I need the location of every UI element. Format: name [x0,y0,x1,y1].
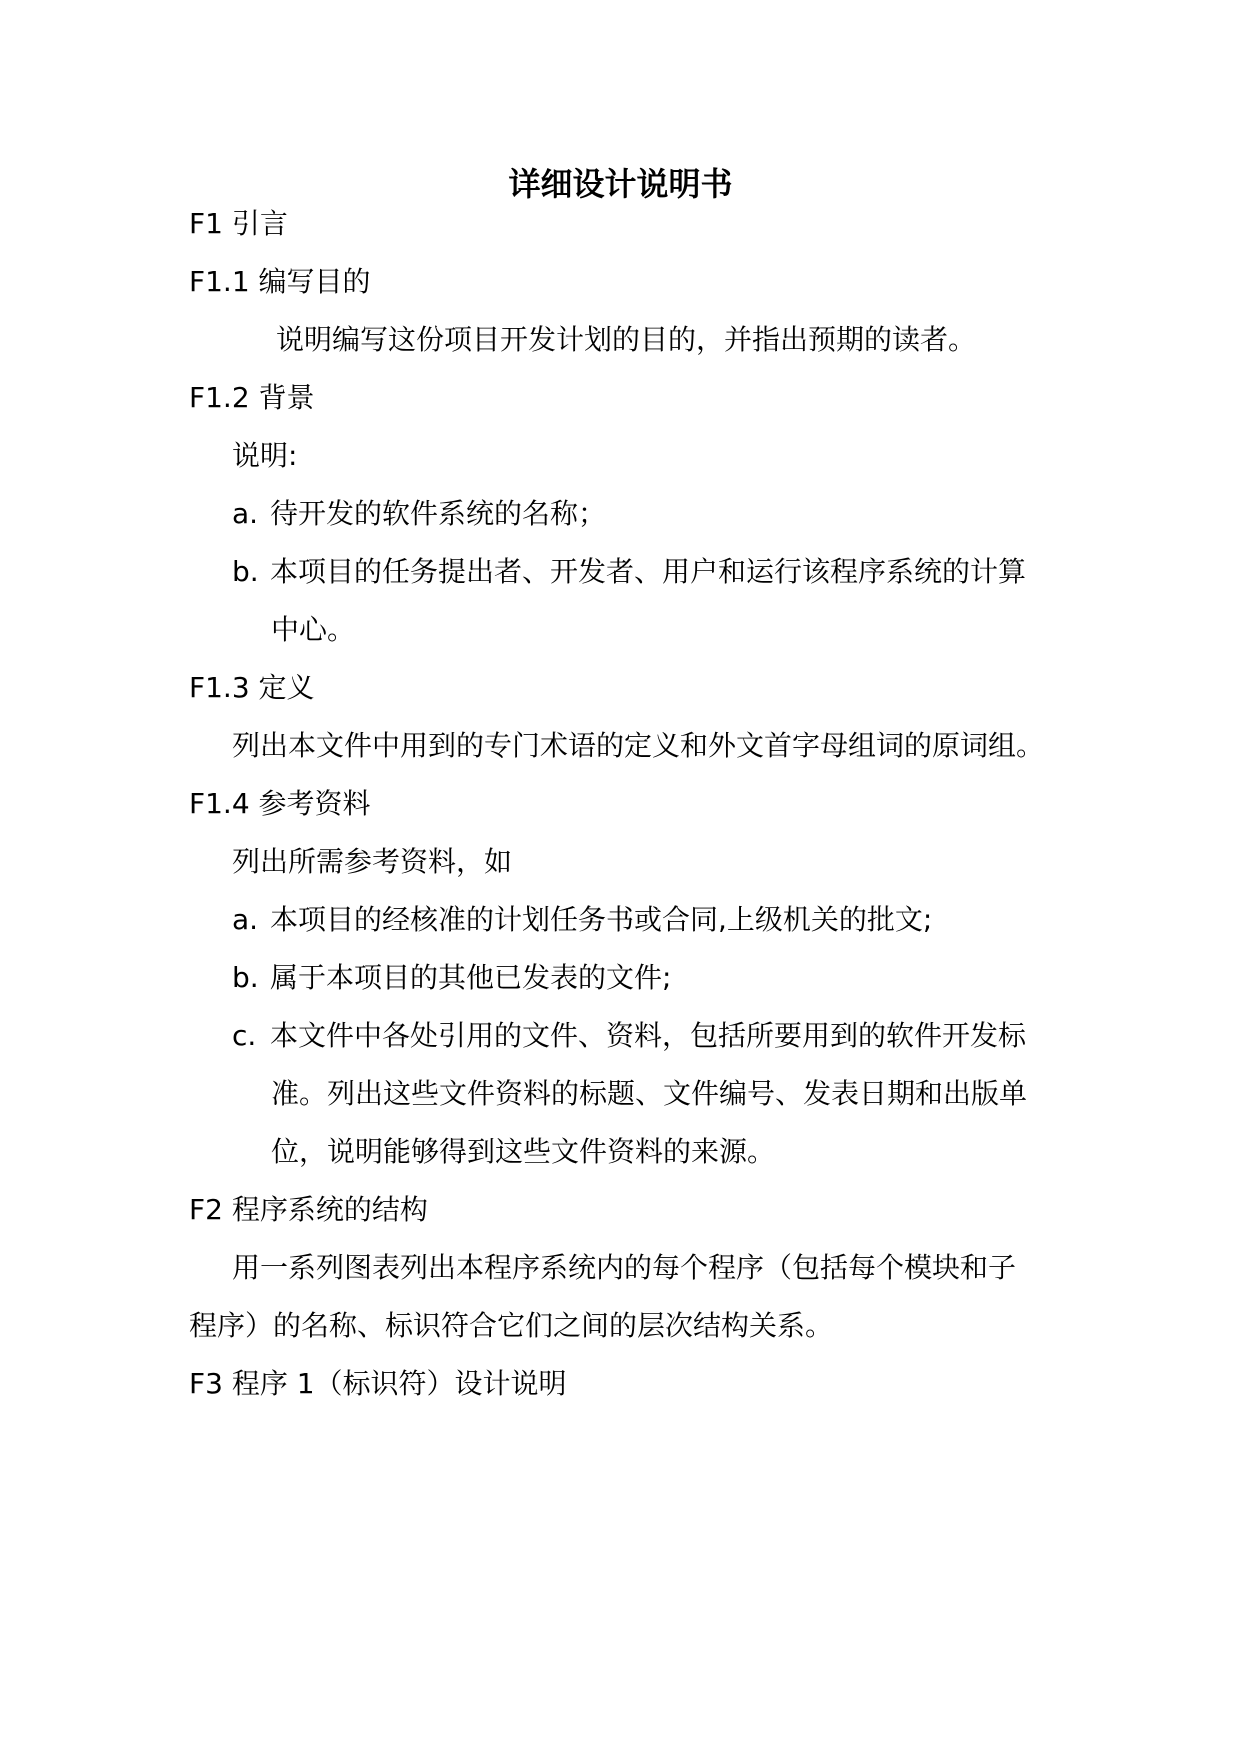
list-item-text: 待开发的软件系统的名称； [270,497,607,530]
paragraph-structure-line1: 用一系列图表列出本程序系统内的每个程序（包括每个模块和子 [232,1251,1017,1284]
list-item-continuation: 位，说明能够得到这些文件资料的来源。 [271,1135,776,1168]
list-item-text: 本文件中各处引用的文件、资料，包括所要用到的软件开发标 [270,1019,1027,1052]
list-item [232,960,671,996]
paragraph-structure-line2: 程序）的名称、标识符合它们之间的层次结构关系。 [189,1309,834,1342]
paragraph-background-intro: 说明: [232,439,298,472]
list-marker: c. [232,1019,257,1052]
list-item-text: 本项目的任务提出者、开发者、用户和运行该程序系统的计算 [270,555,1027,588]
section-heading-f1-1: F1.1 编写目的 [189,265,371,298]
list-marker: a. [232,903,259,936]
list-item [232,496,606,532]
paragraph-references-intro: 列出所需参考资料，如 [232,845,513,878]
document-title: 详细设计说明书 [508,165,733,203]
list-marker: a. [232,497,259,530]
paragraph-purpose: 说明编写这份项目开发计划的目的，并指出预期的读者。 [276,323,977,356]
list-item-text: 属于本项目的其他已发表的文件; [270,961,672,994]
paragraph-definitions: 列出本文件中用到的专门术语的定义和外文首字母组词的原词组。 [232,729,1045,762]
section-heading-f3: F3 程序 1（标识符）设计说明 [189,1367,567,1400]
section-heading-f1-4: F1.4 参考资料 [189,787,371,820]
list-marker: b. [232,555,259,588]
section-heading-f1-3: F1.3 定义 [189,671,315,704]
section-heading-f2: F2 程序系统的结构 [189,1193,428,1226]
list-marker: b. [232,961,259,994]
list-item-continuation: 准。列出这些文件资料的标题、文件编号、发表日期和出版单 [271,1077,1028,1110]
list-item-continuation: 中心。 [271,613,356,646]
section-heading-f1: F1 引言 [189,207,288,240]
list-item-text: 本项目的经核准的计划任务书或合同,上级机关的批文; [270,903,933,936]
list-item [232,554,1026,590]
list-item [232,1018,1026,1054]
list-item [232,902,932,938]
section-heading-f1-2: F1.2 背景 [189,381,315,414]
